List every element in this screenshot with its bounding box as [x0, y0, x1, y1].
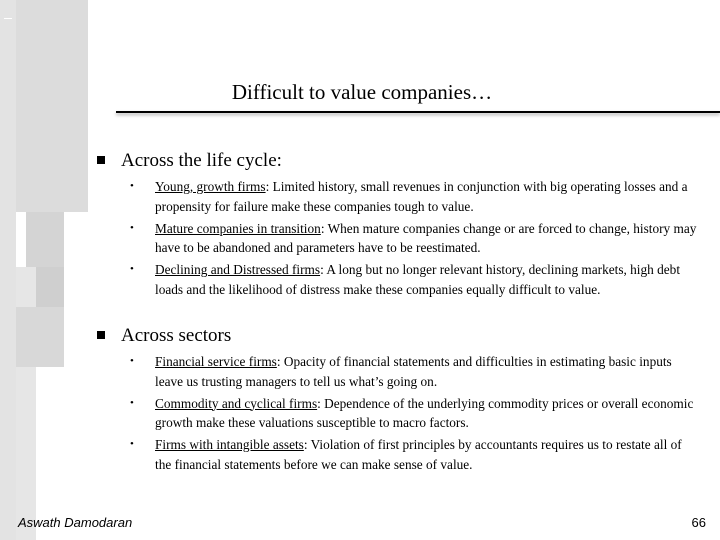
corner-mark [4, 18, 12, 19]
square-bullet-icon [97, 156, 105, 164]
bullet-dot-icon: • [130, 355, 134, 367]
bullet-list [130, 177, 700, 302]
item-text: : Limited history, small revenues in conjunction with big operating losses and a propensity for failure make these companies tough to value. [155, 179, 688, 214]
item-term: Young, growth firms [155, 179, 266, 194]
bullet-dot-icon: • [130, 263, 134, 276]
bullet-dot-icon: • [130, 221, 134, 234]
item-term: Declining and Distressed firms [155, 262, 321, 278]
list-item [130, 260, 700, 300]
list-item [130, 352, 700, 392]
slide-title: Difficult to value companies… [231, 80, 493, 104]
item-text: : Violation of first principles by accountants requires us to restate all of the financial statements before we can make sense of value. [155, 437, 682, 472]
section-heading: Across sectors [97, 325, 231, 347]
title-underline [116, 111, 720, 113]
square-bullet-icon [97, 331, 105, 339]
bullet-list [130, 352, 700, 477]
item-text: : When mature companies change or are forced to change, history may have to be abandoned and parameters have to be reestimated. [155, 220, 697, 256]
item-text: : Opacity of financial statements and difficulties in estimating basic inputs leave us trusting managers to tell us what’s going on. [155, 354, 672, 389]
left-decor-block-mid [26, 212, 64, 267]
left-decor-block-top [16, 0, 88, 212]
item-text: : A long but no longer relevant history, declining markets, high debt loads and the likelihood of distress make these companies equally difficult to value. [155, 262, 681, 297]
section-heading: Across the life cycle: [97, 150, 282, 172]
item-term: Commodity and cyclical firms [155, 395, 318, 411]
page-number: 66 [691, 515, 706, 530]
list-item [130, 435, 700, 475]
item-term: Financial service firms [155, 354, 277, 369]
bullet-dot-icon: • [130, 396, 134, 409]
item-term: Firms with intangible assets [155, 437, 304, 453]
left-decor-block-small [36, 267, 64, 307]
list-item [130, 219, 700, 259]
footer-author: Aswath Damodaran [18, 515, 133, 530]
left-decor-block-low [16, 307, 64, 367]
bullet-dot-icon: • [130, 180, 134, 192]
bullet-dot-icon: • [130, 438, 134, 451]
list-item [130, 394, 700, 434]
list-item [130, 177, 700, 217]
item-text: : Dependence of the underlying commodity prices or overall economic growth make these valuations susceptible to macro factors. [155, 395, 694, 431]
item-term: Mature companies in transition [155, 220, 321, 236]
